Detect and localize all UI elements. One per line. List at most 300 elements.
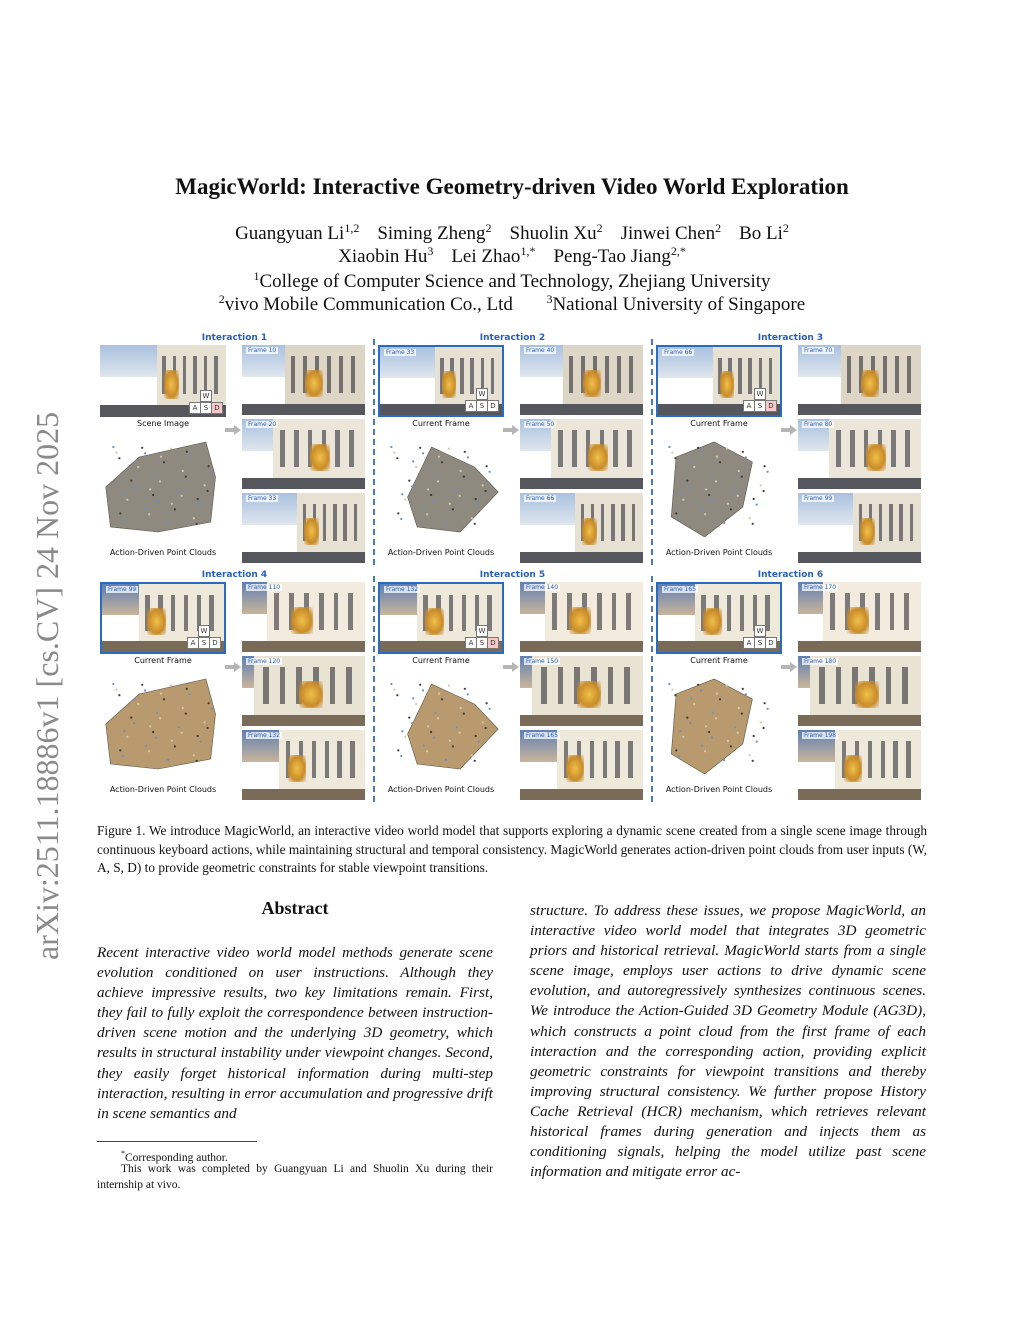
window-shape — [893, 741, 897, 778]
point-cloud-shape — [671, 442, 752, 537]
lit-entrance — [569, 607, 591, 635]
key-a: A — [743, 400, 755, 412]
window-shape — [605, 356, 609, 393]
window-shape — [883, 356, 887, 393]
point-cloud-dot — [686, 480, 688, 482]
frame-label: Frame 165 — [526, 732, 559, 739]
point-cloud-dot — [723, 522, 725, 524]
point-cloud-image — [657, 437, 781, 537]
point-cloud-dot — [119, 749, 121, 751]
generated-frame-image — [520, 493, 643, 563]
point-cloud-dot — [671, 689, 673, 691]
point-cloud-dot — [689, 485, 691, 487]
author-affiliation-sup: 2 — [485, 221, 492, 235]
key-d: D — [765, 400, 777, 412]
frame-label: Frame 120 — [248, 658, 281, 665]
point-cloud-dot — [474, 523, 476, 525]
point-cloud-dot — [745, 693, 747, 695]
point-cloud-dot — [134, 460, 136, 462]
street-area — [242, 641, 365, 652]
point-cloud-dot — [756, 741, 758, 743]
building-facade — [823, 582, 921, 644]
point-cloud-dot — [422, 452, 424, 454]
window-shape — [905, 430, 910, 467]
lit-entrance — [147, 608, 166, 635]
point-cloud-dot — [122, 755, 124, 757]
author-affiliation-sup: 2 — [715, 221, 722, 235]
point-cloud-dot — [485, 490, 487, 492]
key-d: D — [487, 400, 499, 412]
point-cloud-dot — [167, 759, 169, 761]
window-shape — [626, 593, 631, 630]
interaction-panel-5 — [375, 570, 650, 803]
point-cloud-dot — [448, 448, 450, 450]
point-cloud-caption: Action-Driven Point Clouds — [387, 785, 495, 794]
author-name-text: Shuolin Xu — [509, 223, 597, 244]
point-cloud-dot — [144, 452, 146, 454]
point-cloud-dot — [181, 495, 183, 497]
point-cloud-dot — [445, 522, 447, 524]
point-cloud-dot — [682, 499, 684, 501]
point-cloud-dot — [475, 735, 477, 737]
window-shape — [312, 741, 316, 778]
author-name-text: Guangyuan Li — [235, 223, 345, 244]
footnote-rule — [97, 1141, 257, 1142]
window-shape — [319, 593, 324, 630]
point-cloud-dot — [174, 508, 176, 510]
arxiv-stamp-text: arXiv:2511.18886v1 [cs.CV] 24 Nov 2025 — [29, 411, 65, 960]
point-cloud-dot — [678, 755, 680, 757]
point-cloud-dot — [397, 749, 399, 751]
point-cloud-dot — [764, 465, 766, 467]
point-cloud-dot — [182, 470, 184, 472]
point-cloud-dot — [137, 703, 139, 705]
frame-label: Frame 70 — [804, 347, 833, 354]
point-cloud-dot — [118, 457, 120, 459]
point-cloud-dot — [474, 760, 476, 762]
window-shape — [891, 430, 896, 467]
point-cloud-dot — [174, 745, 176, 747]
point-cloud-shape — [106, 679, 216, 769]
point-cloud-dot — [412, 697, 414, 699]
point-cloud-dot — [749, 517, 751, 519]
point-cloud-dot — [760, 721, 762, 723]
point-cloud-dot — [200, 504, 202, 506]
point-cloud-dot — [475, 498, 477, 500]
author-affiliation-sup: 3 — [427, 244, 434, 258]
frame-label: Frame 10 — [248, 347, 277, 354]
point-cloud-dot — [471, 754, 473, 756]
point-cloud-dot — [178, 489, 180, 491]
window-shape — [902, 667, 908, 704]
window-shape — [590, 741, 594, 778]
street-area — [520, 789, 643, 800]
building-facade — [267, 582, 365, 644]
point-cloud-dot — [679, 730, 681, 732]
generated-frame-image — [798, 493, 921, 563]
footnote-sup: * — [121, 1149, 125, 1158]
window-shape — [291, 356, 295, 393]
interaction-label: Interaction 6 — [757, 570, 824, 580]
window-shape — [263, 667, 269, 704]
point-cloud-dot — [207, 727, 209, 729]
lit-entrance — [291, 607, 313, 635]
point-cloud-dot — [155, 737, 157, 739]
window-shape — [612, 593, 617, 630]
point-cloud-dot — [208, 702, 210, 704]
window-shape — [183, 356, 186, 394]
point-cloud-dot — [178, 726, 180, 728]
point-cloud-dot — [668, 683, 670, 685]
window-shape — [613, 430, 618, 467]
point-cloud-caption: Action-Driven Point Clouds — [387, 548, 495, 557]
point-cloud-dot — [144, 689, 146, 691]
point-cloud-dot — [197, 735, 199, 737]
frame-label: Frame 132 — [248, 732, 281, 739]
point-cloud-dot — [130, 480, 132, 482]
authors-line-1 — [0, 222, 1024, 245]
point-cloud-dot — [204, 721, 206, 723]
window-shape — [214, 356, 217, 394]
point-cloud-dot — [137, 466, 139, 468]
point-cloud-dot — [423, 508, 425, 510]
window-shape — [890, 593, 895, 630]
window-shape — [624, 667, 630, 704]
building-facade — [575, 493, 643, 555]
point-cloud-dot — [196, 760, 198, 762]
first-frame-caption: Current Frame — [690, 656, 748, 665]
building-facade — [810, 656, 921, 718]
window-shape — [327, 356, 331, 393]
window-shape — [350, 741, 354, 778]
lit-entrance — [847, 607, 869, 635]
point-cloud-dot — [185, 476, 187, 478]
point-cloud-dot — [464, 451, 466, 453]
author-name — [510, 223, 603, 244]
window-shape — [628, 741, 632, 778]
point-cloud-dot — [734, 489, 736, 491]
interaction-panel-6 — [653, 570, 928, 803]
point-cloud-dot — [482, 484, 484, 486]
point-cloud-dot — [441, 461, 443, 463]
arrow-right-icon — [781, 662, 797, 672]
window-shape — [343, 504, 346, 541]
point-cloud-dot — [678, 518, 680, 520]
building-facade — [563, 345, 643, 407]
point-cloud-shape — [671, 679, 752, 774]
point-cloud-dot — [207, 490, 209, 492]
generated-frame-image — [242, 730, 365, 800]
point-cloud-dot — [749, 754, 751, 756]
point-cloud-dot — [715, 480, 717, 482]
building-facade — [254, 656, 365, 718]
point-cloud-dot — [126, 499, 128, 501]
point-cloud-dot — [478, 504, 480, 506]
affiliation-3-sup: 3 — [546, 292, 553, 306]
point-cloud-dot — [141, 684, 143, 686]
point-cloud-dot — [485, 727, 487, 729]
wasd-keys-icon — [187, 625, 220, 649]
key-w: W — [476, 388, 488, 400]
generated-frame-image — [242, 656, 365, 726]
point-cloud-dot — [152, 494, 154, 496]
window-shape — [193, 356, 196, 394]
affiliation-2 — [0, 293, 1024, 316]
point-cloud-dot — [741, 476, 743, 478]
point-cloud-dot — [433, 737, 435, 739]
point-cloud-dot — [737, 732, 739, 734]
window-shape — [617, 356, 621, 393]
point-cloud-dot — [686, 717, 688, 719]
point-cloud-dot — [489, 471, 491, 473]
interaction-panel-3 — [653, 333, 928, 566]
window-shape — [204, 356, 207, 394]
point-cloud-dot — [712, 475, 714, 477]
author-name-text: Lei Zhao — [451, 246, 521, 267]
footnote-internship: This work was completed by Guangyuan Li and Shuolin Xu during their internship at vivo. — [97, 1163, 493, 1191]
point-cloud-shape — [408, 684, 499, 769]
point-cloud-dot — [197, 498, 199, 500]
key-a: A — [465, 400, 477, 412]
lit-entrance — [720, 371, 735, 398]
window-shape — [339, 356, 343, 393]
point-cloud-dot — [723, 759, 725, 761]
window-shape — [569, 356, 573, 393]
window-shape — [171, 595, 175, 631]
point-cloud-dot — [186, 451, 188, 453]
generated-frame-image — [798, 419, 921, 489]
frame-label: Frame 50 — [526, 421, 555, 428]
point-cloud-dot — [689, 722, 691, 724]
window-shape — [627, 430, 632, 467]
window-shape — [907, 356, 911, 393]
point-cloud-dot — [148, 513, 150, 515]
frame-label: Frame 198 — [804, 732, 837, 739]
point-cloud-dot — [186, 688, 188, 690]
point-cloud-dot — [700, 689, 702, 691]
street-area — [798, 478, 921, 489]
point-cloud-caption: Action-Driven Point Clouds — [665, 785, 773, 794]
window-shape — [346, 667, 352, 704]
point-cloud-dot — [396, 694, 398, 696]
building-facade — [853, 493, 921, 555]
point-cloud-dot — [727, 740, 729, 742]
window-shape — [335, 430, 340, 467]
point-cloud-dot — [426, 513, 428, 515]
current-frame-image — [656, 582, 782, 654]
generated-frame-image — [798, 730, 921, 800]
lit-entrance — [305, 370, 323, 398]
point-cloud-dot — [452, 508, 454, 510]
point-cloud-dot — [115, 452, 117, 454]
point-cloud-dot — [690, 460, 692, 462]
lit-entrance — [425, 608, 444, 635]
point-cloud-dot — [133, 485, 135, 487]
frame-label: Frame 66 — [664, 349, 693, 356]
point-cloud-dot — [160, 456, 162, 458]
point-cloud-dot — [141, 447, 143, 449]
street-area — [798, 404, 921, 415]
key-a: A — [187, 637, 199, 649]
building-facade — [545, 582, 643, 644]
window-shape — [348, 593, 353, 630]
street-area — [520, 715, 643, 726]
point-cloud-dot — [697, 447, 699, 449]
window-shape — [608, 667, 614, 704]
window-shape — [850, 430, 855, 467]
point-cloud-dot — [459, 732, 461, 734]
point-cloud-dot — [149, 725, 151, 727]
building-facade — [273, 419, 365, 481]
lit-entrance — [583, 370, 601, 398]
point-cloud-dot — [693, 703, 695, 705]
author-affiliation-sup: 1,* — [520, 244, 536, 258]
point-cloud-dot — [182, 707, 184, 709]
window-shape — [629, 356, 633, 393]
generated-frame-image — [100, 345, 226, 417]
point-cloud-dot — [123, 493, 125, 495]
lit-entrance — [866, 444, 886, 472]
arxiv-stamp — [12, 362, 72, 962]
window-shape — [879, 504, 882, 541]
point-cloud-dot — [422, 689, 424, 691]
key-s: S — [476, 637, 488, 649]
window-shape — [558, 430, 563, 467]
point-cloud-dot — [193, 517, 195, 519]
point-cloud-dot — [170, 448, 172, 450]
window-shape — [727, 595, 731, 631]
point-cloud-dot — [171, 503, 173, 505]
author-name — [451, 246, 535, 267]
key-s: S — [754, 637, 766, 649]
frame-label: Frame 80 — [804, 421, 833, 428]
current-frame-image — [656, 345, 782, 417]
point-cloud-shape — [106, 442, 216, 532]
current-frame-image — [378, 582, 504, 654]
first-frame-caption: Scene Image — [137, 419, 189, 428]
point-cloud-dot — [715, 717, 717, 719]
point-cloud-dot — [181, 732, 183, 734]
point-cloud-dot — [463, 713, 465, 715]
frame-label: Frame 99 — [108, 586, 137, 593]
author-affiliation-sup: 2,* — [670, 244, 686, 258]
frame-label: Frame 180 — [804, 658, 837, 665]
author-name-text: Xiaobin Hu — [338, 246, 428, 267]
key-w: W — [200, 390, 212, 402]
point-cloud-dot — [412, 460, 414, 462]
point-cloud-dot — [427, 488, 429, 490]
interaction-label: Interaction 1 — [201, 333, 268, 343]
point-cloud-dot — [401, 493, 403, 495]
frame-label: Frame 40 — [526, 347, 555, 354]
point-cloud-dot — [489, 708, 491, 710]
point-cloud-dot — [738, 470, 740, 472]
point-cloud-shape — [408, 447, 499, 532]
abstract-left-column — [97, 943, 493, 1124]
point-cloud-dot — [400, 518, 402, 520]
street-area — [242, 715, 365, 726]
frame-label: Frame 99 — [804, 495, 833, 502]
point-cloud-dot — [674, 457, 676, 459]
window-shape — [325, 741, 329, 778]
point-cloud-dot — [719, 461, 721, 463]
frame-label: Frame 170 — [804, 584, 837, 591]
point-cloud-dot — [716, 456, 718, 458]
arrow-right-icon — [225, 425, 241, 435]
point-cloud-dot — [167, 522, 169, 524]
paper-title: MagicWorld: Interactive Geometry-driven Video World Exploration — [175, 174, 849, 199]
window-shape — [449, 595, 453, 631]
street-area — [798, 552, 921, 563]
key-w: W — [198, 625, 210, 637]
street-area — [242, 478, 365, 489]
author-name — [739, 223, 789, 244]
point-cloud-dot — [668, 446, 670, 448]
abstract-left-text: Recent interactive video world model methods generate scene evolution conditioned on user instructions. Although they achieve impressive results, two key limitations remain. First, they fail to fully exploit the correspondence between instruction-driven scene motion and the underlying 3D geometry, which results in structural instability under viewpoint changes. Second, they easily forget historical information during multi-step interaction, resulting in error accumulation and progressive drift in scene semantics and — [97, 944, 493, 1122]
interaction-label: Interaction 2 — [479, 333, 546, 343]
point-cloud-image — [379, 437, 503, 537]
point-cloud-dot — [393, 452, 395, 454]
point-cloud-dot — [211, 708, 213, 710]
window-shape — [274, 593, 279, 630]
point-cloud-dot — [742, 451, 744, 453]
street-area — [520, 552, 643, 563]
frame-label: Frame 132 — [386, 586, 419, 593]
point-cloud-dot — [189, 693, 191, 695]
point-cloud-dot — [711, 737, 713, 739]
window-shape — [836, 430, 841, 467]
point-cloud-caption: Action-Driven Point Clouds — [109, 548, 217, 557]
point-cloud-dot — [449, 740, 451, 742]
point-cloud-dot — [441, 698, 443, 700]
window-shape — [333, 504, 336, 541]
point-cloud-dot — [411, 485, 413, 487]
window-shape — [280, 667, 286, 704]
generated-frame-image — [242, 493, 365, 563]
window-shape — [558, 667, 564, 704]
point-cloud-dot — [704, 513, 706, 515]
generated-frame-image — [242, 582, 365, 652]
window-shape — [836, 667, 842, 704]
point-cloud-dot — [760, 484, 762, 486]
street-area — [242, 404, 365, 415]
point-cloud-dot — [408, 480, 410, 482]
point-cloud-dot — [486, 465, 488, 467]
key-d: D — [487, 637, 499, 649]
point-cloud-dot — [433, 500, 435, 502]
arrow-right-icon — [503, 662, 519, 672]
point-cloud-dot — [152, 731, 154, 733]
point-cloud-dot — [159, 717, 161, 719]
window-shape — [738, 358, 741, 394]
point-cloud-dot — [159, 480, 161, 482]
abstract-right-text: structure. To address these issues, we propose MagicWorld, an interactive video world model that integrates 3D geometric priors and historical retrieval. MagicWorld starts from a single scene image, employs user actions to drive dynamic scene evolution, and autoregressively synthesizes continuous scenes. We introduce the Action-Guided 3D Geometry Module (AG3D), which constructs a point cloud from the first frame of each interaction and the corresponding action, providing explicit geometric constraints for viewpoint transitions and thereby improving structural consistency. We further propose History Cache Retrieval (HCR) mechanism, which retrieves relevant historical frames during generation and injects them as conditioning signals, helping the model utilize past scene information and mitigate error ac- — [530, 902, 926, 1181]
abstract-heading: Abstract — [261, 898, 329, 918]
point-cloud-dot — [726, 448, 728, 450]
point-cloud-dot — [438, 456, 440, 458]
point-cloud-dot — [460, 707, 462, 709]
window-shape — [615, 741, 619, 778]
interaction-panel-4 — [97, 570, 372, 803]
point-cloud-dot — [160, 693, 162, 695]
point-cloud-dot — [679, 493, 681, 495]
author-name — [377, 223, 491, 244]
point-cloud-dot — [155, 500, 157, 502]
window-shape — [886, 667, 892, 704]
point-cloud-dot — [122, 518, 124, 520]
point-cloud-dot — [467, 693, 469, 695]
key-w: W — [754, 388, 766, 400]
